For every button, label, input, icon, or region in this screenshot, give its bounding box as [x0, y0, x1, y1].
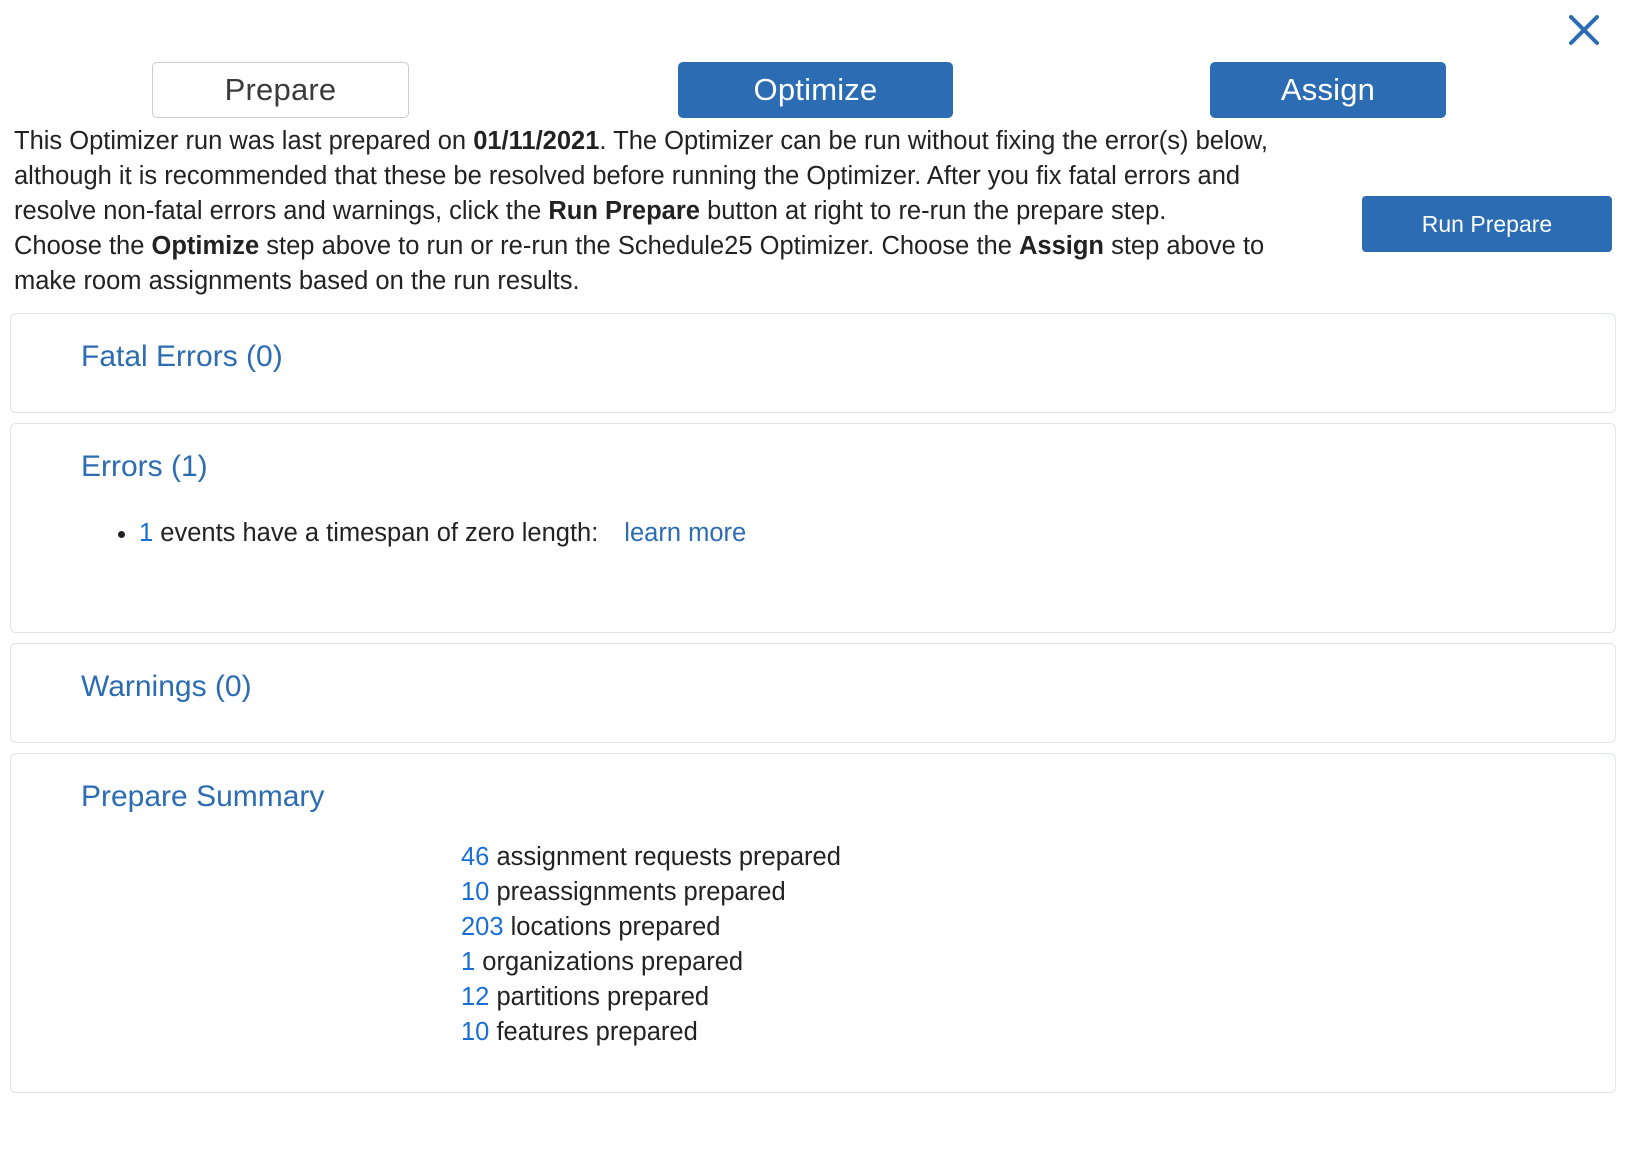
step-button-assign-label: Assign	[1280, 72, 1376, 107]
step-button-prepare-label: Prepare	[224, 72, 337, 107]
list-item	[461, 980, 1585, 1015]
intro-optimize-emphasis: Optimize	[151, 232, 260, 260]
list-item	[139, 516, 1585, 550]
error-text: events have a timespan of zero length:	[153, 519, 599, 547]
panel-warnings-title: Warnings (0)	[81, 670, 252, 703]
intro-prepared-date: 01/11/2021	[473, 127, 600, 155]
prepare-summary-list	[81, 840, 1585, 1050]
intro-line1-part1: This Optimizer run was last prepared on	[14, 127, 474, 155]
error-list	[81, 516, 1585, 550]
intro-assign-emphasis: Assign	[1018, 232, 1105, 260]
step-button-prepare[interactable]	[152, 62, 409, 118]
list-item	[461, 875, 1585, 910]
list-item	[461, 910, 1585, 945]
panel-prepare-summary-title: Prepare Summary	[81, 780, 325, 813]
summary-count: 10	[461, 1018, 490, 1046]
intro-line1-part3: button at right to re-run the prepare step.	[699, 197, 1167, 225]
learn-more-link[interactable]: learn more	[624, 519, 747, 547]
list-item	[461, 1015, 1585, 1050]
summary-count: 46	[461, 843, 490, 871]
run-prepare-button[interactable]	[1362, 196, 1612, 252]
summary-label: features prepared	[489, 1018, 698, 1046]
summary-label: organizations prepared	[475, 948, 744, 976]
step-button-assign[interactable]	[1210, 62, 1446, 118]
intro-line1-part2: . The Optimizer can be run without fixing the error(s) below, although it is recommended that these be resolved before running the Optimizer. After you fix fatal errors and resolve non-fatal errors and warnings, click the	[14, 127, 1268, 225]
intro-text	[14, 124, 1304, 299]
panel-fatal-errors-title: Fatal Errors (0)	[81, 340, 283, 373]
summary-label: assignment requests prepared	[489, 843, 841, 871]
summary-label: locations prepared	[503, 913, 721, 941]
error-count: 1	[139, 519, 154, 547]
panel-warnings	[10, 643, 1616, 743]
panel-errors	[10, 423, 1616, 633]
panel-errors-title: Errors (1)	[81, 450, 208, 483]
intro-section	[10, 124, 1616, 299]
panel-prepare-summary	[10, 753, 1616, 1093]
step-button-optimize[interactable]	[678, 62, 953, 118]
list-item	[461, 945, 1585, 980]
list-item	[461, 840, 1585, 875]
summary-label: partitions prepared	[489, 983, 710, 1011]
step-button-group	[10, 0, 1616, 124]
intro-line2-part2: step above to run or re-run the Schedule25 Optimizer. Choose the	[259, 232, 1019, 260]
panel-fatal-errors	[10, 313, 1616, 413]
intro-run-prepare-emphasis: Run Prepare	[548, 197, 700, 225]
results-panels	[10, 313, 1616, 1093]
summary-label: preassignments prepared	[489, 878, 786, 906]
summary-count: 1	[461, 948, 476, 976]
run-prepare-button-label: Run Prepare	[1421, 210, 1553, 237]
summary-count: 10	[461, 878, 490, 906]
intro-line2-part1: Choose the	[14, 232, 152, 260]
summary-count: 12	[461, 983, 490, 1011]
summary-count: 203	[461, 913, 504, 941]
intro-line2-part3: step above to make room assignments based on the run results.	[14, 232, 1265, 295]
step-button-optimize-label: Optimize	[753, 72, 878, 107]
